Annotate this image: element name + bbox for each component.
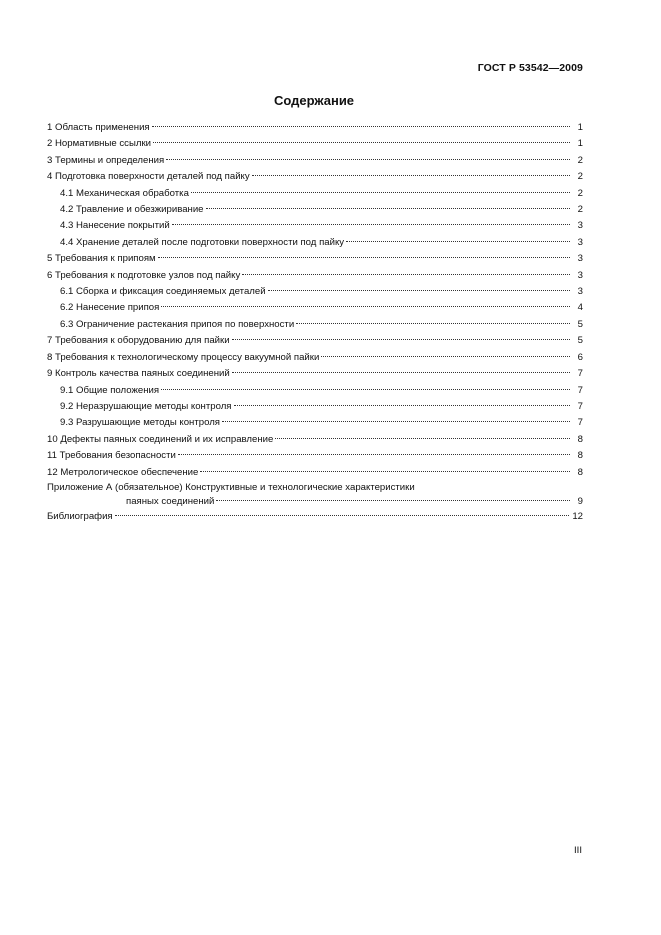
toc-entry-title: 5 Требования к припоям: [47, 253, 156, 265]
appendix-title-line2: паяных соединений: [126, 495, 215, 507]
toc-entry[interactable]: [47, 317, 583, 333]
toc-entry-title: 9 Контроль качества паяных соединений: [47, 368, 230, 380]
dot-leader: [234, 405, 570, 406]
toc-entry-title: 6 Требования к подготовке узлов под пайку: [47, 269, 241, 281]
dot-leader: [275, 438, 570, 439]
toc-entry-page: 7: [577, 417, 583, 429]
toc-entry[interactable]: [47, 268, 583, 284]
toc-entry[interactable]: [47, 333, 583, 349]
toc-entry[interactable]: [47, 218, 583, 234]
toc-entry[interactable]: [47, 284, 583, 300]
toc-entry[interactable]: [47, 300, 583, 316]
dot-leader: [153, 142, 570, 143]
dot-leader: [346, 241, 570, 242]
toc-entry-title: 4.3 Нанесение покрытий: [60, 220, 170, 232]
toc-entry[interactable]: [47, 465, 583, 481]
toc-entry-title: 9.1 Общие положения: [60, 384, 160, 396]
dot-leader: [115, 515, 570, 516]
dot-leader: [232, 339, 570, 340]
toc-entry-title: 9.2 Неразрушающие методы контроля: [60, 400, 232, 412]
toc-entry-title: 4.4 Хранение деталей после подготовки поверхности под пайку: [60, 236, 345, 248]
toc-entry-page: 1: [577, 122, 583, 133]
toc-title: Содержание: [273, 93, 355, 108]
toc-entry-page: 8: [577, 433, 583, 445]
toc-entry-title: 4.2 Травление и обезжиривание: [60, 204, 204, 216]
toc-entry-title: 4 Подготовка поверхности деталей под пайку: [47, 171, 250, 183]
toc-entry-page: 3: [577, 236, 583, 248]
toc-entry-page: 5: [577, 335, 583, 347]
toc-entry-page: 7: [577, 368, 583, 380]
toc-entry[interactable]: [47, 186, 583, 202]
toc-entry[interactable]: [47, 366, 583, 382]
toc-entry[interactable]: [47, 350, 583, 366]
toc-entry-page: 4: [577, 302, 583, 314]
toc-entry-page: 2: [577, 171, 583, 183]
toc-entry-page: 3: [577, 220, 583, 232]
toc-entry-title: 12 Метрологическое обеспечение: [47, 466, 199, 478]
dot-leader: [268, 290, 570, 291]
dot-leader: [178, 454, 570, 455]
dot-leader: [191, 192, 570, 193]
dot-leader: [232, 372, 570, 373]
dot-leader: [158, 257, 570, 258]
toc-entry-page: 6: [577, 351, 583, 363]
toc-entry[interactable]: [47, 169, 583, 185]
toc-entry-title: 4.1 Механическая обработка: [60, 187, 189, 199]
toc-entry-title: 6.1 Сборка и фиксация соединяемых деталей: [60, 286, 266, 298]
appendix-title-line: Приложение А (обязательное) Конструктивные и технологические характеристики: [47, 481, 415, 493]
dot-leader: [216, 500, 570, 501]
dot-leader: [172, 224, 570, 225]
toc-entry-title: 3 Термины и определения: [47, 154, 165, 166]
toc-entry-page: 3: [577, 286, 583, 298]
toc-entry-title: 6.3 Ограничение растекания припоя по поверхности: [60, 318, 295, 330]
table-of-contents: [47, 120, 583, 525]
toc-entry-page: 8: [577, 450, 583, 462]
appendix-title-continuation: [47, 495, 583, 509]
toc-entry-title: 10 Дефекты паяных соединений и их исправление: [47, 433, 274, 445]
toc-entry-title: 2 Нормативные ссылки: [47, 138, 152, 150]
dot-leader: [161, 306, 570, 307]
toc-entry-title: 8 Требования к технологическому процессу вакуумной пайки: [47, 351, 320, 363]
dot-leader: [166, 159, 570, 160]
toc-entry-title: 11 Требования безопасности: [47, 450, 176, 462]
toc-entry[interactable]: [47, 235, 583, 251]
toc-entry-page: 1: [577, 138, 583, 150]
toc-entry-title: 7 Требования к оборудованию для пайки: [47, 335, 230, 347]
toc-entry-page: 9: [577, 495, 583, 507]
dot-leader: [200, 471, 570, 472]
toc-entry[interactable]: [47, 136, 583, 152]
dot-leader: [206, 208, 570, 209]
dot-leader: [161, 389, 570, 390]
toc-entry[interactable]: [47, 399, 583, 415]
toc-entry-page: 3: [577, 269, 583, 281]
dot-leader: [296, 323, 570, 324]
toc-entry-bibliography[interactable]: [47, 509, 583, 525]
toc-entry[interactable]: [47, 415, 583, 431]
toc-entry[interactable]: [47, 120, 583, 136]
toc-entry-title: 9.3 Разрушающие методы контроля: [60, 417, 220, 429]
dot-leader: [152, 126, 570, 127]
dot-leader: [222, 421, 570, 422]
toc-entry-page: 2: [577, 154, 583, 166]
toc-entry-page: 5: [577, 318, 583, 330]
toc-entry-appendix[interactable]: [47, 481, 583, 509]
toc-entry-page: 7: [577, 384, 583, 396]
toc-entry[interactable]: [47, 432, 583, 448]
toc-entry[interactable]: [47, 202, 583, 218]
toc-entry[interactable]: [47, 251, 583, 267]
toc-entry-page: 8: [577, 466, 583, 478]
toc-entry-page: 3: [577, 253, 583, 265]
toc-entry-title: 6.2 Нанесение припоя: [60, 302, 160, 314]
toc-entry-page: 2: [577, 187, 583, 199]
dot-leader: [252, 175, 570, 176]
toc-entry-title: 1 Область применения: [47, 122, 150, 133]
document-code: ГОСТ Р 53542—2009: [477, 62, 583, 74]
toc-entry[interactable]: [47, 448, 583, 464]
toc-entry-page: 12: [572, 510, 583, 522]
dot-leader: [242, 274, 570, 275]
dot-leader: [321, 356, 570, 357]
toc-entry[interactable]: [47, 383, 583, 399]
toc-entry[interactable]: [47, 153, 583, 169]
toc-entry-page: 2: [577, 204, 583, 216]
toc-entry-title: Библиография: [47, 510, 113, 522]
toc-entry-page: 7: [577, 400, 583, 412]
page-number: III: [574, 845, 582, 856]
